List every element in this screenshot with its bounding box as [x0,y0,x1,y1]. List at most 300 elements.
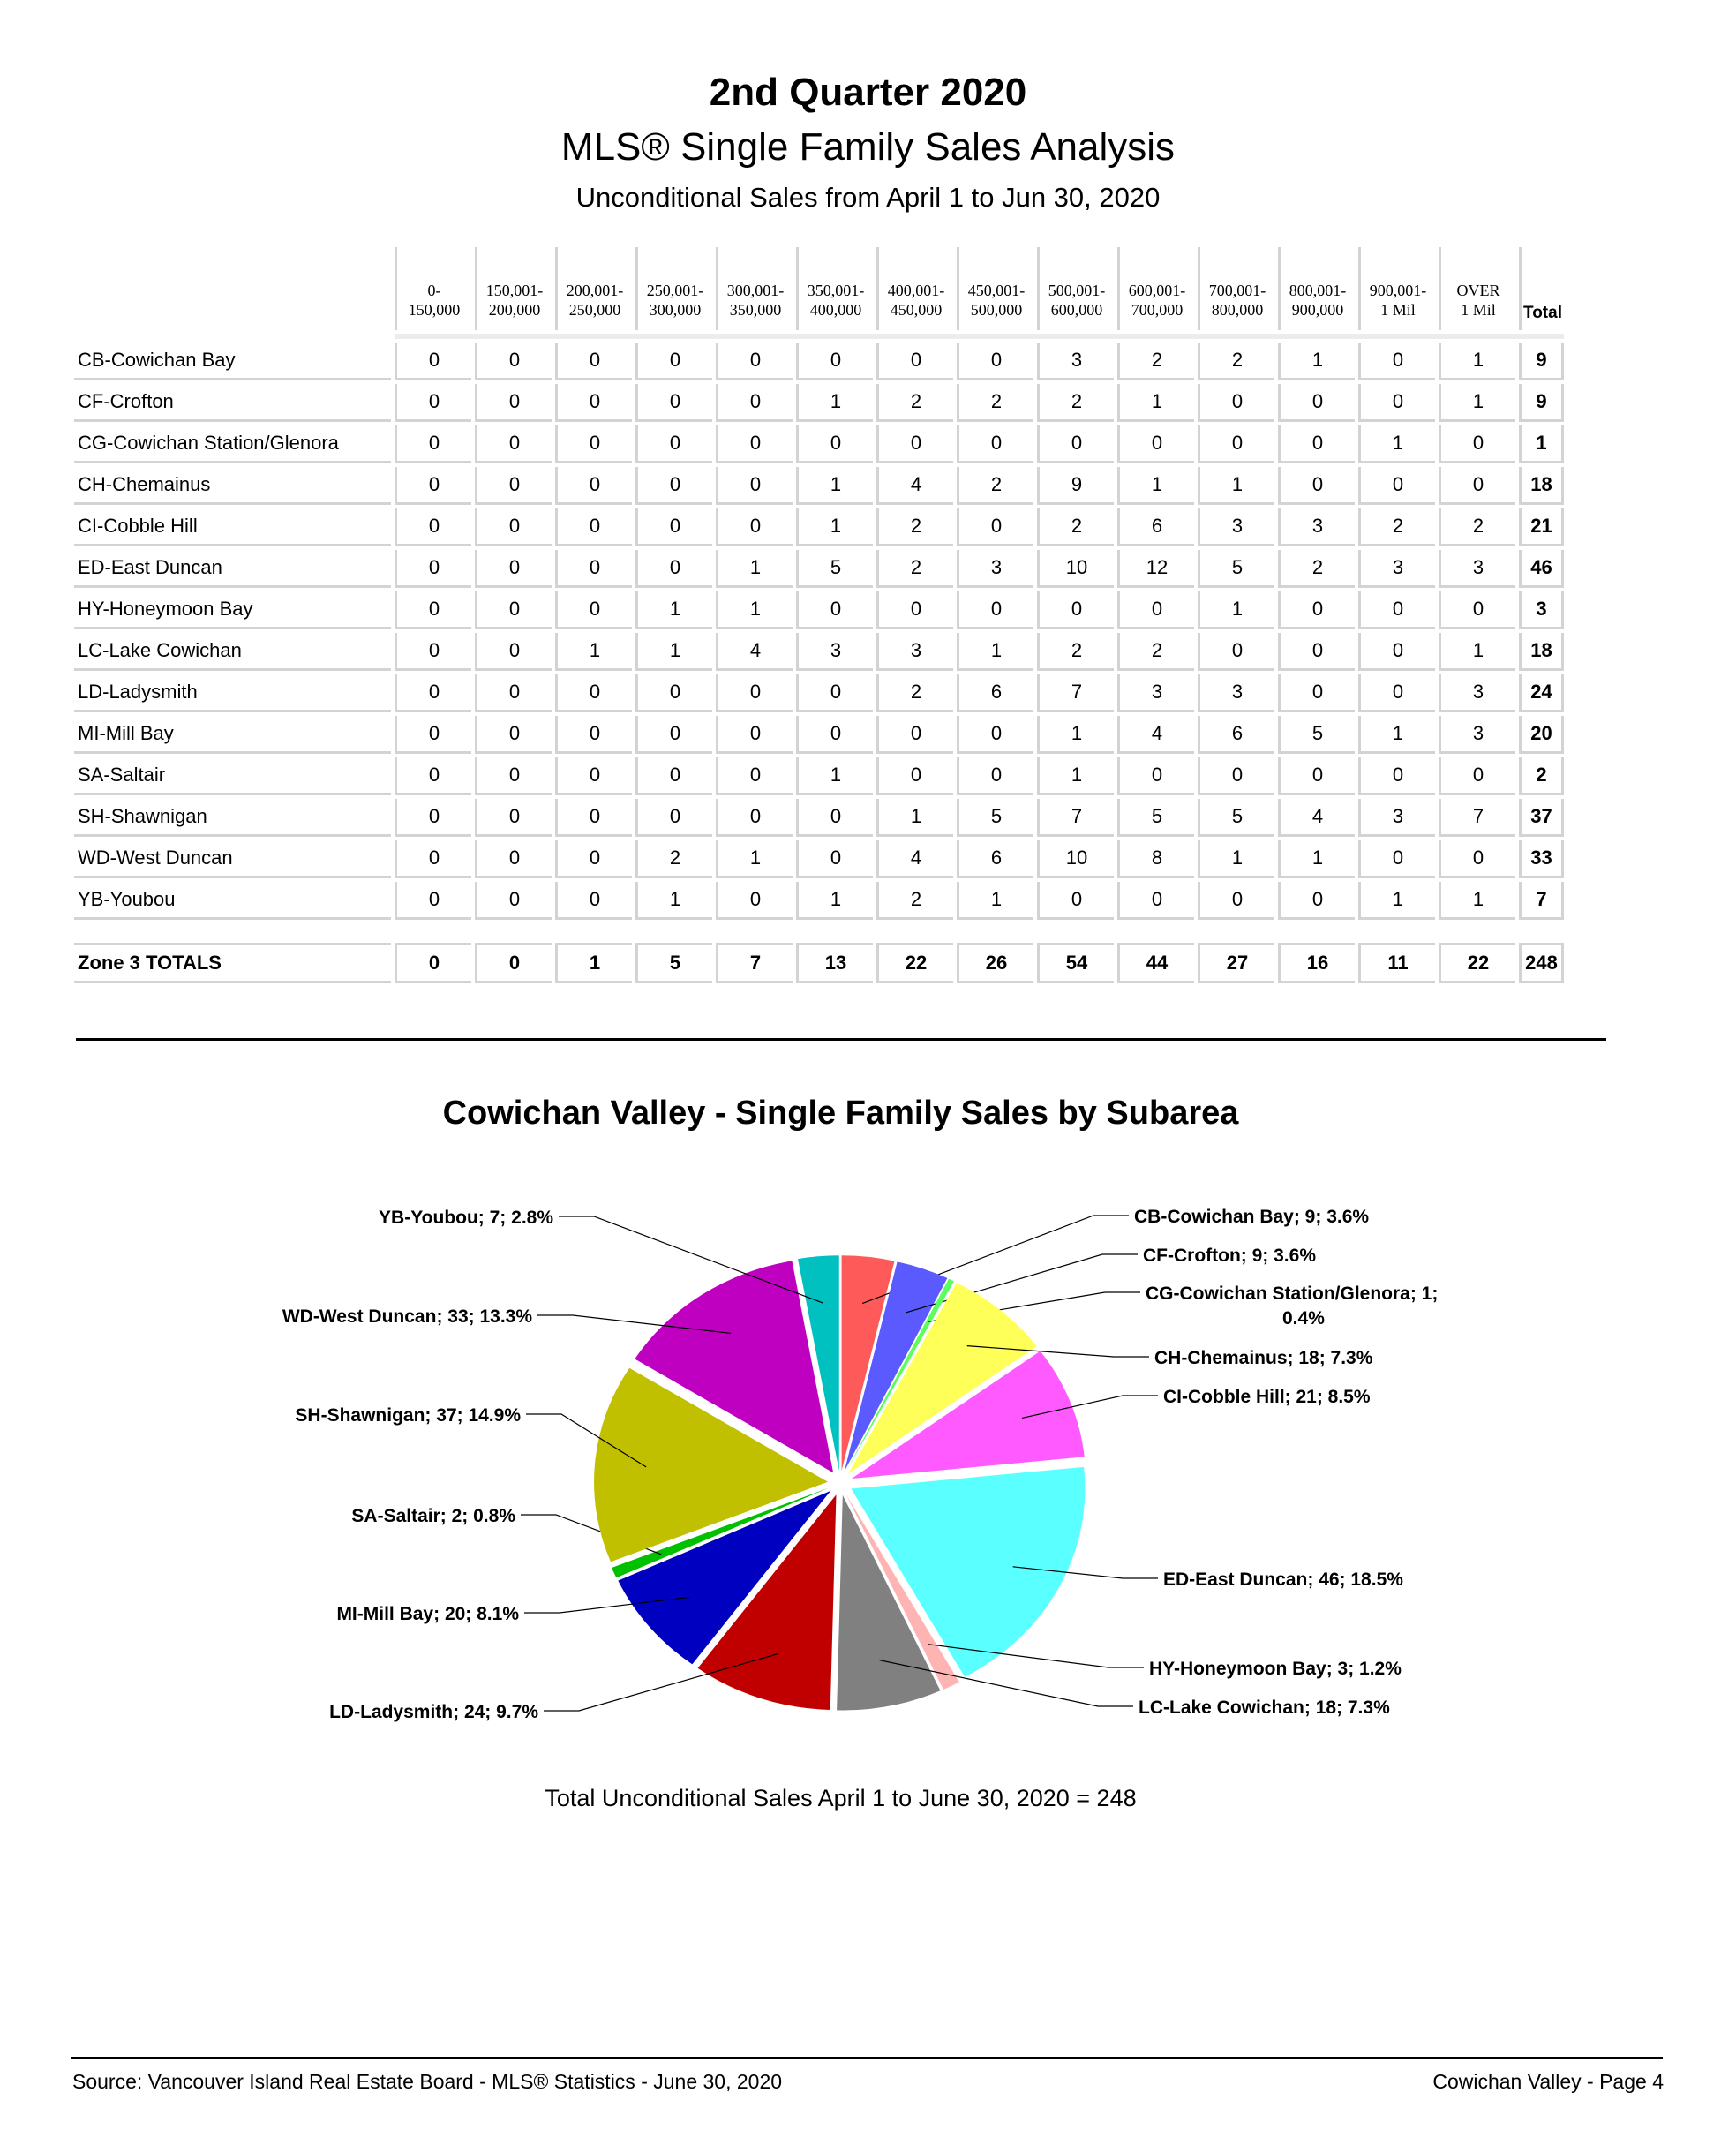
cell-value: 0 [555,882,632,920]
area-name: CH-Chemainus [74,467,391,505]
cell-value: 12 [1117,550,1194,588]
cell-value: 1 [1278,840,1355,878]
row-total: 33 [1519,840,1564,878]
column-header-line1: 900,001- [1369,282,1427,299]
row-total: 18 [1519,633,1564,671]
cell-value: 0 [475,882,552,920]
table-row [74,384,1564,422]
cell-value: 0 [1198,757,1274,795]
table-row [74,757,1564,795]
slice-label: WD-West Duncan; 33; 13.3% [282,1306,532,1327]
cell-value: 0 [1198,425,1274,463]
cell-value: 0 [957,343,1033,380]
cell-value: 6 [1198,716,1274,754]
cell-value: 1 [1117,384,1194,422]
slice-label: SH-Shawnigan; 37; 14.9% [295,1405,521,1426]
cell-value: 1 [1037,757,1114,795]
cell-value: 6 [957,674,1033,712]
table-row [74,882,1564,920]
cell-value: 0 [957,757,1033,795]
cell-value: 0 [957,591,1033,629]
column-header [957,247,1033,330]
cell-value: 2 [876,384,953,422]
cell-value: 0 [876,425,953,463]
cell-value: 0 [475,425,552,463]
cell-value: 0 [555,716,632,754]
table-row [74,674,1564,712]
cell-value: 0 [1278,633,1355,671]
total-column-header: Total [1519,247,1564,330]
cell-value: 4 [1117,716,1194,754]
slice-label: LD-Ladysmith; 24; 9.7% [329,1702,538,1722]
cell-value: 0 [475,591,552,629]
cell-value: 1 [555,943,632,983]
slice-label: ED-East Duncan; 46; 18.5% [1163,1570,1403,1590]
cell-value: 0 [876,591,953,629]
cell-value: 1 [1198,591,1274,629]
cell-value: 0 [1117,425,1194,463]
column-header-line2: 300,000 [649,301,702,319]
area-name: WD-West Duncan [74,840,391,878]
cell-value: 0 [395,425,471,463]
slice-label: YB-Youbou; 7; 2.8% [379,1208,553,1228]
column-header-line2: 600,000 [1050,301,1103,319]
column-header-line2: 900,000 [1291,301,1344,319]
cell-value: 3 [1278,508,1355,546]
cell-value: 0 [555,674,632,712]
cell-value: 1 [635,882,712,920]
cell-value: 0 [475,674,552,712]
cell-value: 1 [1117,467,1194,505]
cell-value: 3 [876,633,953,671]
header-blank [74,247,391,330]
area-name: CB-Cowichan Bay [74,343,391,380]
cell-value: 27 [1198,943,1274,983]
cell-value: 0 [1278,425,1355,463]
column-header-line1: 0- [427,282,441,299]
row-total: 37 [1519,799,1564,837]
cell-value: 0 [716,425,793,463]
slice-label: CB-Cowichan Bay; 9; 3.6% [1134,1207,1370,1227]
column-header-line2: 150,000 [408,301,461,319]
cell-value: 0 [876,343,953,380]
page-title: 2nd Quarter 2020 [709,71,1027,114]
slice-label: MI-Mill Bay; 20; 8.1% [336,1604,519,1624]
cell-value: 5 [796,550,873,588]
cell-value: 0 [1037,425,1114,463]
cell-value: 0 [716,467,793,505]
cell-value: 0 [796,840,873,878]
cell-value: 0 [475,343,552,380]
cell-value: 0 [635,716,712,754]
cell-value: 0 [1439,591,1515,629]
cell-value: 26 [957,943,1033,983]
cell-value: 1 [1037,716,1114,754]
cell-value: 1 [1358,425,1435,463]
cell-value: 0 [1358,674,1435,712]
cell-value: 0 [796,674,873,712]
cell-value: 0 [1358,633,1435,671]
cell-value: 2 [1358,508,1435,546]
cell-value: 0 [1117,882,1194,920]
cell-value: 1 [716,840,793,878]
cell-value: 1 [796,467,873,505]
table-row [74,633,1564,671]
cell-value: 0 [876,716,953,754]
cell-value: 0 [635,384,712,422]
row-total: 46 [1519,550,1564,588]
slice-label: LC-Lake Cowichan; 18; 7.3% [1139,1698,1390,1718]
cell-value: 1 [1439,882,1515,920]
cell-value: 8 [1117,840,1194,878]
cell-value: 1 [716,550,793,588]
cell-value: 0 [395,633,471,671]
cell-value: 2 [1037,633,1114,671]
area-name: LC-Lake Cowichan [74,633,391,671]
cell-value: 0 [1037,882,1114,920]
cell-value: 1 [796,508,873,546]
column-header-line1: 150,001- [485,282,544,299]
cell-value: 1 [1439,343,1515,380]
cell-value: 0 [957,508,1033,546]
cell-value: 0 [716,716,793,754]
cell-value: 7 [716,943,793,983]
cell-value: 2 [635,840,712,878]
cell-value: 2 [1278,550,1355,588]
column-header [1278,247,1355,330]
table-row [74,343,1564,380]
cell-value: 0 [716,882,793,920]
column-header-line1: 250,001- [646,282,704,299]
cell-value: 0 [796,716,873,754]
cell-value: 1 [1439,384,1515,422]
column-header-line2: 350,000 [729,301,782,319]
cell-value: 1 [1198,467,1274,505]
column-header-line2: 700,000 [1131,301,1184,319]
cell-value: 0 [1117,591,1194,629]
cell-value: 0 [1278,674,1355,712]
footer-page: Cowichan Valley - Page 4 [1432,2070,1664,2093]
column-header [1358,247,1435,330]
cell-value: 5 [957,799,1033,837]
cell-value: 3 [1198,674,1274,712]
cell-value: 0 [957,425,1033,463]
cell-value: 5 [1198,550,1274,588]
cell-value: 6 [1117,508,1194,546]
cell-value: 0 [395,674,471,712]
cell-value: 0 [635,425,712,463]
date-range: Unconditional Sales from April 1 to Jun 30, 2020 [575,182,1161,213]
cell-value: 2 [1198,343,1274,380]
cell-value: 0 [1117,757,1194,795]
table-header-row [74,247,1564,330]
cell-value: 0 [1358,467,1435,505]
cell-value: 0 [395,799,471,837]
cell-value: 0 [475,799,552,837]
cell-value: 0 [395,943,471,983]
area-name: SA-Saltair [74,757,391,795]
cell-value: 0 [555,343,632,380]
cell-value: 0 [635,508,712,546]
cell-value: 2 [1439,508,1515,546]
cell-value: 7 [1037,674,1114,712]
cell-value: 10 [1037,840,1114,878]
cell-value: 0 [1358,384,1435,422]
cell-value: 0 [635,343,712,380]
cell-value: 0 [475,716,552,754]
cell-value: 1 [957,882,1033,920]
area-name: YB-Youbou [74,882,391,920]
column-header [475,247,552,330]
cell-value: 5 [1198,799,1274,837]
cell-value: 2 [876,882,953,920]
column-header-line1: 400,001- [887,282,945,299]
row-total: 20 [1519,716,1564,754]
cell-value: 0 [635,799,712,837]
cell-value: 0 [555,591,632,629]
cell-value: 0 [395,384,471,422]
cell-value: 0 [1358,591,1435,629]
column-header-line1: OVER [1456,282,1500,299]
cell-value: 0 [475,550,552,588]
cell-value: 0 [555,757,632,795]
cell-value: 0 [475,840,552,878]
cell-value: 0 [1358,840,1435,878]
cell-value: 0 [395,343,471,380]
area-name: CI-Cobble Hill [74,508,391,546]
column-header-line2: 500,000 [970,301,1023,319]
cell-value: 0 [1278,467,1355,505]
column-header-line1: 450,001- [967,282,1026,299]
cell-value: 0 [555,425,632,463]
cell-value: 1 [635,591,712,629]
cell-value: 0 [796,425,873,463]
column-header-line1: 200,001- [566,282,624,299]
table-row [74,550,1564,588]
cell-value: 3 [1439,716,1515,754]
column-header [395,247,471,330]
cell-value: 3 [957,550,1033,588]
column-header-line2: 400,000 [809,301,862,319]
cell-value: 1 [1358,882,1435,920]
cell-value: 0 [475,467,552,505]
cell-value: 0 [1278,591,1355,629]
cell-value: 0 [555,550,632,588]
cell-value: 0 [716,674,793,712]
area-name: Zone 3 TOTALS [74,943,391,983]
cell-value: 0 [876,757,953,795]
cell-value: 0 [1037,591,1114,629]
page-subtitle: MLS® Single Family Sales Analysis [560,125,1176,169]
cell-value: 3 [1358,550,1435,588]
cell-value: 0 [1439,757,1515,795]
column-header [1117,247,1194,330]
cell-value: 0 [716,799,793,837]
cell-value: 1 [716,591,793,629]
column-header [1439,247,1515,330]
cell-value: 44 [1117,943,1194,983]
cell-value: 13 [796,943,873,983]
pie-chart [0,1174,1681,1774]
column-header-line2: 200,000 [488,301,541,319]
column-header-line2: 450,000 [890,301,943,319]
cell-value: 1 [635,633,712,671]
cell-value: 0 [395,467,471,505]
cell-value: 0 [1198,384,1274,422]
cell-value: 3 [1439,674,1515,712]
slice-label: CG-Cowichan Station/Glenora; 1; 0.4% [1146,1284,1439,1329]
cell-value: 0 [395,591,471,629]
row-total: 18 [1519,467,1564,505]
cell-value: 3 [1198,508,1274,546]
cell-value: 2 [876,550,953,588]
row-total: 7 [1519,882,1564,920]
row-total: 21 [1519,508,1564,546]
area-name: CG-Cowichan Station/Glenora [74,425,391,463]
column-header-line1: 350,001- [807,282,865,299]
chart-title: Cowichan Valley - Single Family Sales by Subarea [442,1095,1239,1132]
column-header-line1: 600,001- [1128,282,1186,299]
cell-value: 1 [1439,633,1515,671]
cell-value: 0 [1278,882,1355,920]
cell-value: 1 [1358,716,1435,754]
cell-value: 0 [475,633,552,671]
cell-value: 1 [555,633,632,671]
column-header-line1: 700,001- [1208,282,1266,299]
cell-value: 3 [1037,343,1114,380]
area-name: SH-Shawnigan [74,799,391,837]
slice-label: CI-Cobble Hill; 21; 8.5% [1163,1387,1371,1407]
row-total: 3 [1519,591,1564,629]
cell-value: 0 [395,757,471,795]
cell-value: 0 [555,840,632,878]
cell-value: 0 [475,943,552,983]
cell-value: 0 [635,467,712,505]
cell-value: 2 [876,508,953,546]
column-header-line1: 800,001- [1289,282,1347,299]
cell-value: 3 [1117,674,1194,712]
cell-value: 0 [635,674,712,712]
area-name: CF-Crofton [74,384,391,422]
cell-value: 1 [957,633,1033,671]
column-header [635,247,712,330]
cell-value: 7 [1439,799,1515,837]
cell-value: 0 [1198,633,1274,671]
cell-value: 0 [716,757,793,795]
cell-value: 0 [716,508,793,546]
table-row [74,467,1564,505]
column-header [876,247,953,330]
column-header [796,247,873,330]
cell-value: 0 [555,384,632,422]
cell-value: 0 [555,467,632,505]
table-row [74,716,1564,754]
slice-label: SA-Saltair; 2; 0.8% [351,1506,515,1526]
cell-value: 2 [1037,508,1114,546]
cell-value: 0 [555,508,632,546]
table-row [74,799,1564,837]
area-name: MI-Mill Bay [74,716,391,754]
cell-value: 2 [1117,633,1194,671]
cell-value: 0 [395,508,471,546]
cell-value: 0 [796,591,873,629]
area-name: LD-Ladysmith [74,674,391,712]
cell-value: 22 [1439,943,1515,983]
cell-value: 2 [1117,343,1194,380]
cell-value: 5 [1117,799,1194,837]
cell-value: 0 [395,716,471,754]
slice-label: CF-Crofton; 9; 3.6% [1143,1246,1316,1266]
cell-value: 0 [395,882,471,920]
cell-value: 1 [1198,840,1274,878]
column-header-line2: 1 Mil [1461,301,1496,319]
cell-value: 5 [1278,716,1355,754]
cell-value: 22 [876,943,953,983]
column-header [1198,247,1274,330]
cell-value: 5 [635,943,712,983]
table-row [74,425,1564,463]
cell-value: 3 [1439,550,1515,588]
cell-value: 6 [957,840,1033,878]
area-name: ED-East Duncan [74,550,391,588]
cell-value: 0 [475,757,552,795]
cell-value: 0 [1278,757,1355,795]
cell-value: 0 [1439,425,1515,463]
cell-value: 2 [957,384,1033,422]
column-header-line2: 1 Mil [1380,301,1416,319]
cell-value: 0 [475,384,552,422]
cell-value: 4 [1278,799,1355,837]
column-header [555,247,632,330]
table-row [74,591,1564,629]
cell-value: 4 [876,840,953,878]
cell-value: 9 [1037,467,1114,505]
cell-value: 0 [796,799,873,837]
sales-table [71,244,1567,987]
cell-value: 0 [395,840,471,878]
cell-value: 1 [876,799,953,837]
cell-value: 2 [1037,384,1114,422]
slice-label: CH-Chemainus; 18; 7.3% [1154,1348,1373,1368]
cell-value: 4 [876,467,953,505]
cell-value: 16 [1278,943,1355,983]
section-divider [76,1038,1606,1041]
row-total: 9 [1519,343,1564,380]
column-header-line1: 500,001- [1048,282,1106,299]
cell-value: 2 [876,674,953,712]
cell-value: 0 [1198,882,1274,920]
cell-value: 10 [1037,550,1114,588]
column-header-line2: 250,000 [568,301,621,319]
cell-value: 0 [1358,757,1435,795]
cell-value: 0 [395,550,471,588]
cell-value: 11 [1358,943,1435,983]
cell-value: 2 [957,467,1033,505]
cell-value: 0 [957,716,1033,754]
row-total: 24 [1519,674,1564,712]
cell-value: 1 [1278,343,1355,380]
footer-divider [71,2057,1663,2059]
slice-label: HY-Honeymoon Bay; 3; 1.2% [1149,1659,1402,1679]
cell-value: 0 [475,508,552,546]
cell-value: 0 [635,550,712,588]
cell-value: 54 [1037,943,1114,983]
cell-value: 0 [716,343,793,380]
cell-value: 0 [716,384,793,422]
footer-source: Source: Vancouver Island Real Estate Board - MLS® Statistics - June 30, 2020 [72,2070,783,2093]
column-header [716,247,793,330]
row-total: 2 [1519,757,1564,795]
